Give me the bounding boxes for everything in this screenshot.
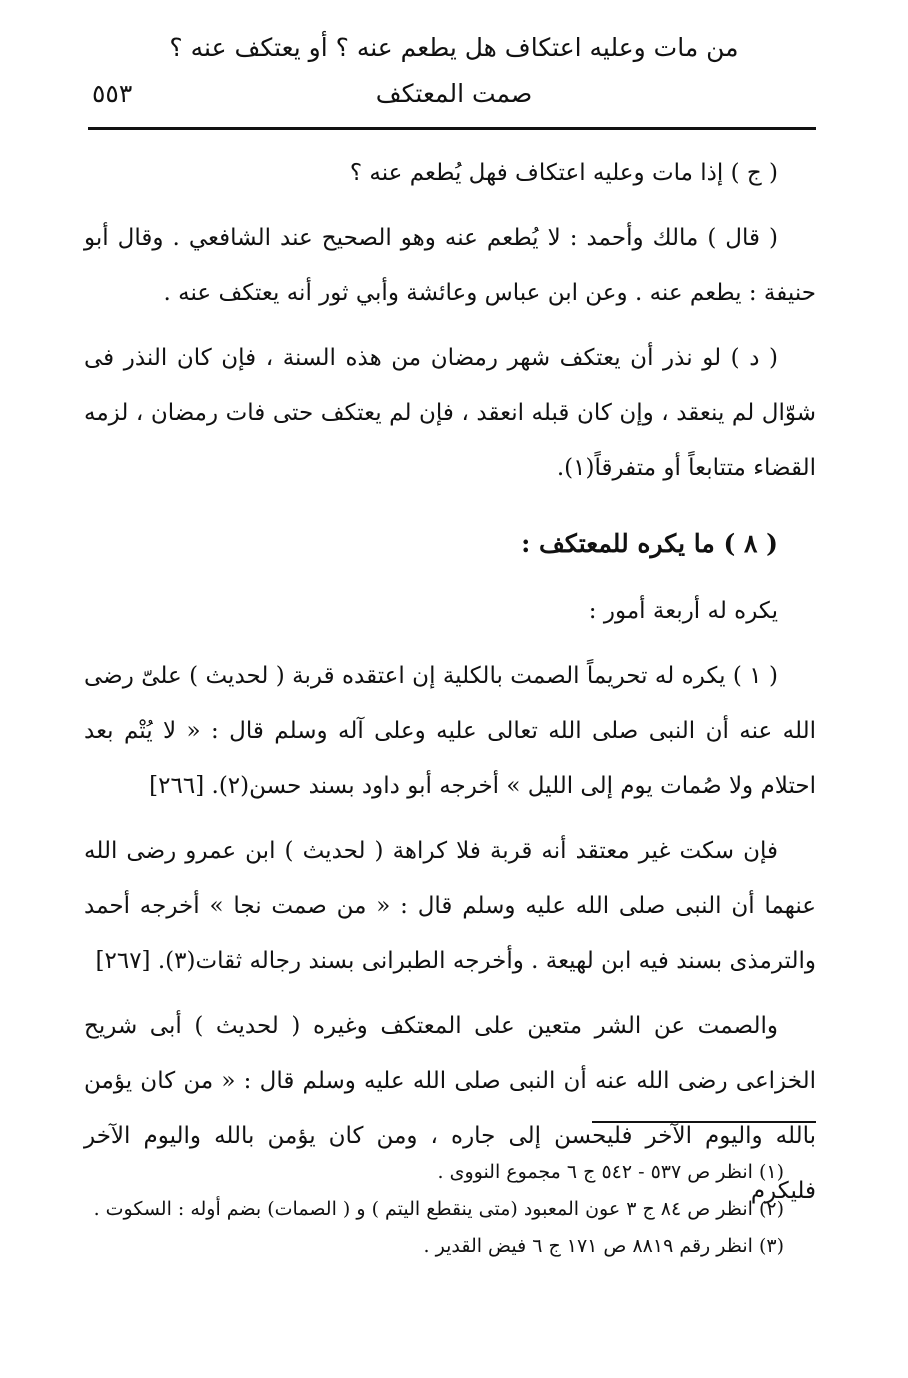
paragraph-qal: ( قال ) مالك وأحمد : لا يُطعم عنه وهو الصحيح عند الشافعي . وقال أبو حنيفة : يطعم عنه . وعن ابن عباس وعائشة وأبي ثور أنه يعتكف عنه . (84, 225, 816, 306)
header-divider (88, 127, 816, 130)
paragraph-1: ( ١ ) يكره له تحريماً الصمت بالكلية إن اعتقده قربة ( لحديث ) علىّ رضى الله عنه أن النبى صلى الله تعالى عليه وعلى آله وسلم قال : « لا يُتْم بعد احتلام ولا صُمات يوم إلى الليل » أخرجه أبو داود بسند حسن(٢). [٢٦٦] (84, 663, 816, 799)
section-heading: ( ٨ ) ما يكره للمعتكف : (521, 529, 778, 558)
paragraph-silence: فإن سكت غير معتقد أنه قربة فلا كراهة ( لحديث ) ابن عمرو رضى الله عنهما أن النبى صلى الله عليه وسلم قال : « من صمت نجا » أخرجه أحمد والترمذى بسند فيه ابن لهيعة . وأخرجه الطبرانى بسند رجاله ثقات(٣). [٢٦٧] (84, 838, 816, 974)
paragraph-intro: يكره له أربعة أمور : (588, 598, 778, 624)
footnote-2: (٢) انظر ص ٨٤ ج ٣ عون المعبود (متى ينقطع اليتم ) و ( الصمات) بضم أوله : السكوت . (93, 1198, 784, 1220)
running-header-subtitle: صمت المعتكف (375, 79, 533, 108)
paragraph-j: ( ج ) إذا مات وعليه اعتكاف فهل يُطعم عنه ؟ (349, 160, 778, 186)
page-number: ٥٥٣ (92, 79, 133, 108)
footnote-3: (٣) انظر رقم ٨٨١٩ ص ١٧١ ج ٦ فيض القدير . (423, 1235, 784, 1257)
footnote-divider (592, 1121, 816, 1123)
footnotes (84, 1154, 784, 1265)
body-text (84, 146, 816, 1229)
footnote-1: (١) انظر ص ٥٣٧ - ٥٤٢ ج ٦ مجموع النووى . (437, 1161, 784, 1183)
running-header-title: من مات وعليه اعتكاف هل يطعم عنه ؟ أو يعتكف عنه ؟ (169, 33, 739, 62)
paragraph-d: ( د ) لو نذر أن يعتكف شهر رمضان من هذه السنة ، فإن كان النذر فى شوّال لم ينعقد ، وإن كان قبله انعقد ، فإن لم يعتكف حتى فات رمضان ، لزمه القضاء متتابعاً أو متفرقاً(١). (84, 345, 816, 481)
paragraph-evil-silence: والصمت عن الشر متعين على المعتكف وغيره ( لحديث ) أبى شريح الخزاعى رضى الله عنه أن النبى صلى الله عليه وسلم قال : « من كان يؤمن بالله واليوم الآخر فليحسن إلى جاره ، ومن كان يؤمن بالله واليوم الآخر فليكرم (84, 1013, 816, 1204)
